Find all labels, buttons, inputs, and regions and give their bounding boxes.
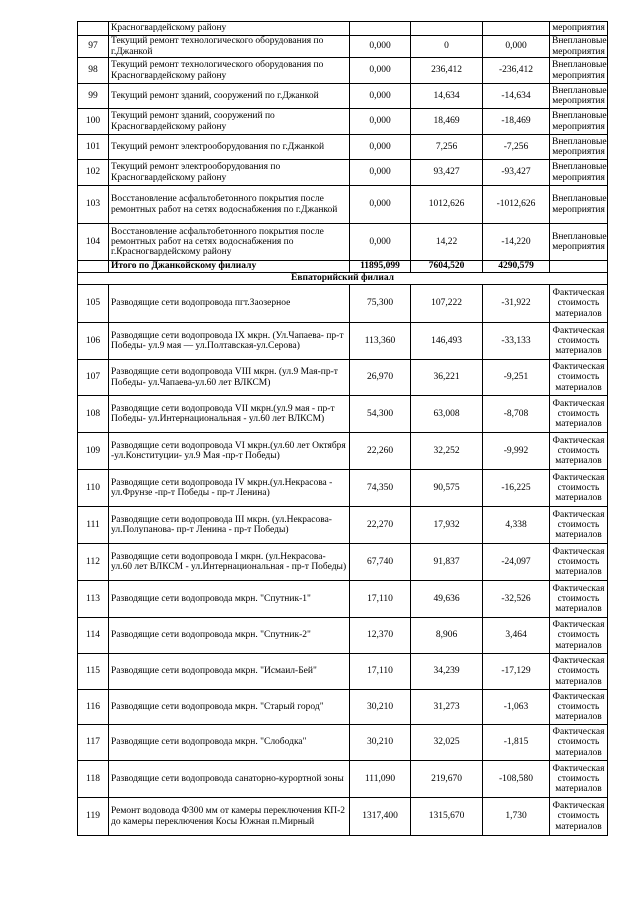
diff-cell: 1,730	[483, 798, 550, 836]
item-name-cell: Разводящие сети водопровода мкрн. "Исмаил-Бей"	[109, 654, 350, 690]
note-cell: Фактическая стоимость материалов	[550, 654, 608, 690]
diff-cell: -32,526	[483, 581, 550, 618]
diff-cell: -24,097	[483, 544, 550, 581]
note-cell: мероприятия	[550, 22, 608, 36]
table-row	[78, 285, 608, 323]
table-row	[78, 323, 608, 360]
row-number-cell: 107	[78, 360, 109, 396]
fact-cell: 49,636	[411, 581, 483, 618]
diff-cell: -31,922	[483, 285, 550, 323]
table-row	[78, 725, 608, 761]
row-number-cell: 103	[78, 186, 109, 224]
section-header-row	[78, 273, 608, 285]
diff-cell: -93,427	[483, 160, 550, 186]
total-fact-cell: 7604,520	[411, 261, 483, 273]
row-number-cell: 116	[78, 690, 109, 725]
diff-cell: -236,412	[483, 58, 550, 84]
plan-cell: 30,210	[350, 690, 411, 725]
plan-cell: 0,000	[350, 224, 411, 261]
row-number-cell: 110	[78, 470, 109, 507]
item-name-cell: Ремонт водовода Ф300 мм от камеры переключения КП-2 до камеры переключения Косы Южная п.Мирный	[109, 798, 350, 836]
item-name-cell: Разводящие сети водопровода мкрн. "Спутник-1"	[109, 581, 350, 618]
table-row	[78, 507, 608, 544]
plan-cell: 67,740	[350, 544, 411, 581]
note-cell: Фактическая стоимость материалов	[550, 544, 608, 581]
fact-cell: 31,273	[411, 690, 483, 725]
note-cell: Фактическая стоимость материалов	[550, 396, 608, 433]
plan-cell: 22,260	[350, 433, 411, 470]
plan-cell: 0,000	[350, 84, 411, 109]
note-cell: Фактическая стоимость материалов	[550, 470, 608, 507]
fact-cell: 32,252	[411, 433, 483, 470]
plan-cell: 0,000	[350, 109, 411, 135]
table-row	[78, 22, 608, 36]
fact-cell: 91,837	[411, 544, 483, 581]
row-number-cell: 101	[78, 135, 109, 160]
fact-cell: 90,575	[411, 470, 483, 507]
table-row	[78, 224, 608, 261]
diff-cell: -14,634	[483, 84, 550, 109]
fact-cell: 107,222	[411, 285, 483, 323]
table-row	[78, 109, 608, 135]
fact-cell: 63,008	[411, 396, 483, 433]
item-name-cell: Текущий ремонт зданий, сооружений по г.Джанкой	[109, 84, 350, 109]
note-cell: Фактическая стоимость материалов	[550, 507, 608, 544]
fact-cell: 0	[411, 36, 483, 58]
diff-cell: -7,256	[483, 135, 550, 160]
plan-cell: 113,360	[350, 323, 411, 360]
fact-cell: 17,932	[411, 507, 483, 544]
note-cell: Внеплановые мероприятия	[550, 58, 608, 84]
item-name-cell: Разводящие сети водопровода мкрн. "Слободка"	[109, 725, 350, 761]
table-row	[78, 396, 608, 433]
row-number-cell	[78, 22, 109, 36]
total-note-cell	[550, 261, 608, 273]
row-number-cell: 114	[78, 618, 109, 654]
note-cell: Фактическая стоимость материалов	[550, 433, 608, 470]
note-cell: Фактическая стоимость материалов	[550, 690, 608, 725]
diff-cell: -1,063	[483, 690, 550, 725]
table-row	[78, 654, 608, 690]
item-name-cell: Разводящие сети водопровода санаторно-курортной зоны	[109, 761, 350, 798]
item-name-cell: Разводящие сети водопровода пгт.Заозерное	[109, 285, 350, 323]
diff-cell: -14,220	[483, 224, 550, 261]
plan-cell: 0,000	[350, 58, 411, 84]
plan-cell: 22,270	[350, 507, 411, 544]
row-number-cell: 109	[78, 433, 109, 470]
document-page	[77, 21, 607, 836]
diff-cell: -108,580	[483, 761, 550, 798]
plan-cell: 75,300	[350, 285, 411, 323]
diff-cell: -1,815	[483, 725, 550, 761]
note-cell: Внеплановые мероприятия	[550, 36, 608, 58]
note-cell: Внеплановые мероприятия	[550, 186, 608, 224]
fact-cell: 1315,670	[411, 798, 483, 836]
diff-cell: -16,225	[483, 470, 550, 507]
note-cell: Фактическая стоимость материалов	[550, 360, 608, 396]
row-number-cell: 100	[78, 109, 109, 135]
row-number-cell: 111	[78, 507, 109, 544]
fact-cell: 93,427	[411, 160, 483, 186]
plan-cell	[350, 22, 411, 36]
row-number-cell: 102	[78, 160, 109, 186]
plan-cell: 30,210	[350, 725, 411, 761]
fact-cell: 14,22	[411, 224, 483, 261]
item-name-cell: Разводящие сети водопровода IX мкрн. (Ул.Чапаева- пр-т Победы- ул.9 мая — ул.Полтавская-ул.Серова)	[109, 323, 350, 360]
diff-cell: -18,469	[483, 109, 550, 135]
fact-cell: 8,906	[411, 618, 483, 654]
plan-cell: 0,000	[350, 160, 411, 186]
plan-cell: 26,970	[350, 360, 411, 396]
row-number-cell: 104	[78, 224, 109, 261]
item-name-cell: Разводящие сети водопровода I мкрн. (ул.Некрасова- ул.60 лет ВЛКСМ - ул.Интернациональная - пр-т Победы)	[109, 544, 350, 581]
row-number-cell: 98	[78, 58, 109, 84]
table-row	[78, 690, 608, 725]
diff-cell: -17,129	[483, 654, 550, 690]
item-name-cell: Текущий ремонт электрооборудования по г.Джанкой	[109, 135, 350, 160]
item-name-cell: Текущий ремонт технологического оборудования по Красногвардейскому району	[109, 58, 350, 84]
table-row	[78, 186, 608, 224]
expense-table	[77, 21, 608, 836]
note-cell: Фактическая стоимость материалов	[550, 581, 608, 618]
note-cell: Внеплановые мероприятия	[550, 84, 608, 109]
row-number-cell: 97	[78, 36, 109, 58]
note-cell: Внеплановые мероприятия	[550, 135, 608, 160]
plan-cell: 17,110	[350, 581, 411, 618]
total-plan-cell: 11895,099	[350, 261, 411, 273]
table-row	[78, 544, 608, 581]
item-name-cell: Восстановление асфальтобетонного покрытия после ремонтных работ на сетях водоснабжения по г.Джанкой	[109, 186, 350, 224]
item-name-cell: Разводящие сети водопровода VII мкрн.(ул.9 мая - пр-т Победы- ул.Интернациональная - ул.60 лет ВЛКСМ)	[109, 396, 350, 433]
diff-cell: -33,133	[483, 323, 550, 360]
item-name-cell: Текущий ремонт зданий, сооружений по Красногвардейскому району	[109, 109, 350, 135]
fact-cell: 7,256	[411, 135, 483, 160]
section-title-cell: Евпаторийский филиал	[78, 273, 608, 285]
plan-cell: 111,090	[350, 761, 411, 798]
diff-cell: 3,464	[483, 618, 550, 654]
row-number-cell: 119	[78, 798, 109, 836]
item-name-cell: Красногвардейскому району	[109, 22, 350, 36]
fact-cell: 36,221	[411, 360, 483, 396]
plan-cell: 0,000	[350, 186, 411, 224]
diff-cell: -9,251	[483, 360, 550, 396]
fact-cell: 236,412	[411, 58, 483, 84]
row-number-cell: 117	[78, 725, 109, 761]
fact-cell: 14,634	[411, 84, 483, 109]
fact-cell: 18,469	[411, 109, 483, 135]
plan-cell: 1317,400	[350, 798, 411, 836]
note-cell: Внеплановые мероприятия	[550, 224, 608, 261]
diff-cell: -9,992	[483, 433, 550, 470]
fact-cell	[411, 22, 483, 36]
item-name-cell: Разводящие сети водопровода IV мкрн.(ул.Некрасова - ул.Фрунзе -пр-т Победы - пр-т Ленина)	[109, 470, 350, 507]
row-number-cell: 118	[78, 761, 109, 798]
table-row	[78, 581, 608, 618]
note-cell: Фактическая стоимость материалов	[550, 761, 608, 798]
table-row	[78, 470, 608, 507]
expense-table-body	[78, 22, 608, 836]
item-name-cell: Разводящие сети водопровода мкрн. "Старый город"	[109, 690, 350, 725]
item-name-cell: Восстановление асфальтобетонного покрытия после ремонтных работ на сетях водоснабжения по г.Красногвардейскому району	[109, 224, 350, 261]
note-cell: Фактическая стоимость материалов	[550, 618, 608, 654]
note-cell: Фактическая стоимость материалов	[550, 798, 608, 836]
fact-cell: 34,239	[411, 654, 483, 690]
diff-cell	[483, 22, 550, 36]
item-name-cell: Разводящие сети водопровода VIII мкрн. (ул.9 Мая-пр-т Победы- ул.Чапаева-ул.60 лет ВЛКСМ)	[109, 360, 350, 396]
table-row	[78, 798, 608, 836]
total-row	[78, 261, 608, 273]
row-number-cell: 99	[78, 84, 109, 109]
row-number-cell	[78, 261, 109, 273]
plan-cell: 17,110	[350, 654, 411, 690]
note-cell: Фактическая стоимость материалов	[550, 725, 608, 761]
note-cell: Фактическая стоимость материалов	[550, 285, 608, 323]
table-row	[78, 84, 608, 109]
fact-cell: 1012,626	[411, 186, 483, 224]
row-number-cell: 105	[78, 285, 109, 323]
row-number-cell: 108	[78, 396, 109, 433]
diff-cell: -8,708	[483, 396, 550, 433]
item-name-cell: Разводящие сети водопровода III мкрн. (ул.Некрасова- ул.Полупанова- пр-т Ленина - пр-т Победы)	[109, 507, 350, 544]
table-row	[78, 36, 608, 58]
note-cell: Внеплановые мероприятия	[550, 160, 608, 186]
plan-cell: 54,300	[350, 396, 411, 433]
item-name-cell: Разводящие сети водопровода VI мкрн.(ул.60 лет Октября -ул.Конституции- ул.9 Мая -пр-т Победы)	[109, 433, 350, 470]
table-row	[78, 58, 608, 84]
plan-cell: 74,350	[350, 470, 411, 507]
diff-cell: 0,000	[483, 36, 550, 58]
item-name-cell: Текущий ремонт электрооборудования по Красногвардейскому району	[109, 160, 350, 186]
note-cell: Внеплановые мероприятия	[550, 109, 608, 135]
plan-cell: 0,000	[350, 135, 411, 160]
diff-cell: 4,338	[483, 507, 550, 544]
table-row	[78, 433, 608, 470]
fact-cell: 219,670	[411, 761, 483, 798]
table-row	[78, 761, 608, 798]
plan-cell: 12,370	[350, 618, 411, 654]
total-label-cell: Итого по Джанкойскому филиалу	[109, 261, 350, 273]
row-number-cell: 115	[78, 654, 109, 690]
total-diff-cell: 4290,579	[483, 261, 550, 273]
fact-cell: 146,493	[411, 323, 483, 360]
row-number-cell: 106	[78, 323, 109, 360]
table-row	[78, 618, 608, 654]
row-number-cell: 112	[78, 544, 109, 581]
fact-cell: 32,025	[411, 725, 483, 761]
item-name-cell: Разводящие сети водопровода мкрн. "Спутник-2"	[109, 618, 350, 654]
table-row	[78, 135, 608, 160]
note-cell: Фактическая стоимость материалов	[550, 323, 608, 360]
table-row	[78, 160, 608, 186]
item-name-cell: Текущий ремонт технологического оборудования по г.Джанкой	[109, 36, 350, 58]
row-number-cell: 113	[78, 581, 109, 618]
diff-cell: -1012,626	[483, 186, 550, 224]
table-row	[78, 360, 608, 396]
plan-cell: 0,000	[350, 36, 411, 58]
